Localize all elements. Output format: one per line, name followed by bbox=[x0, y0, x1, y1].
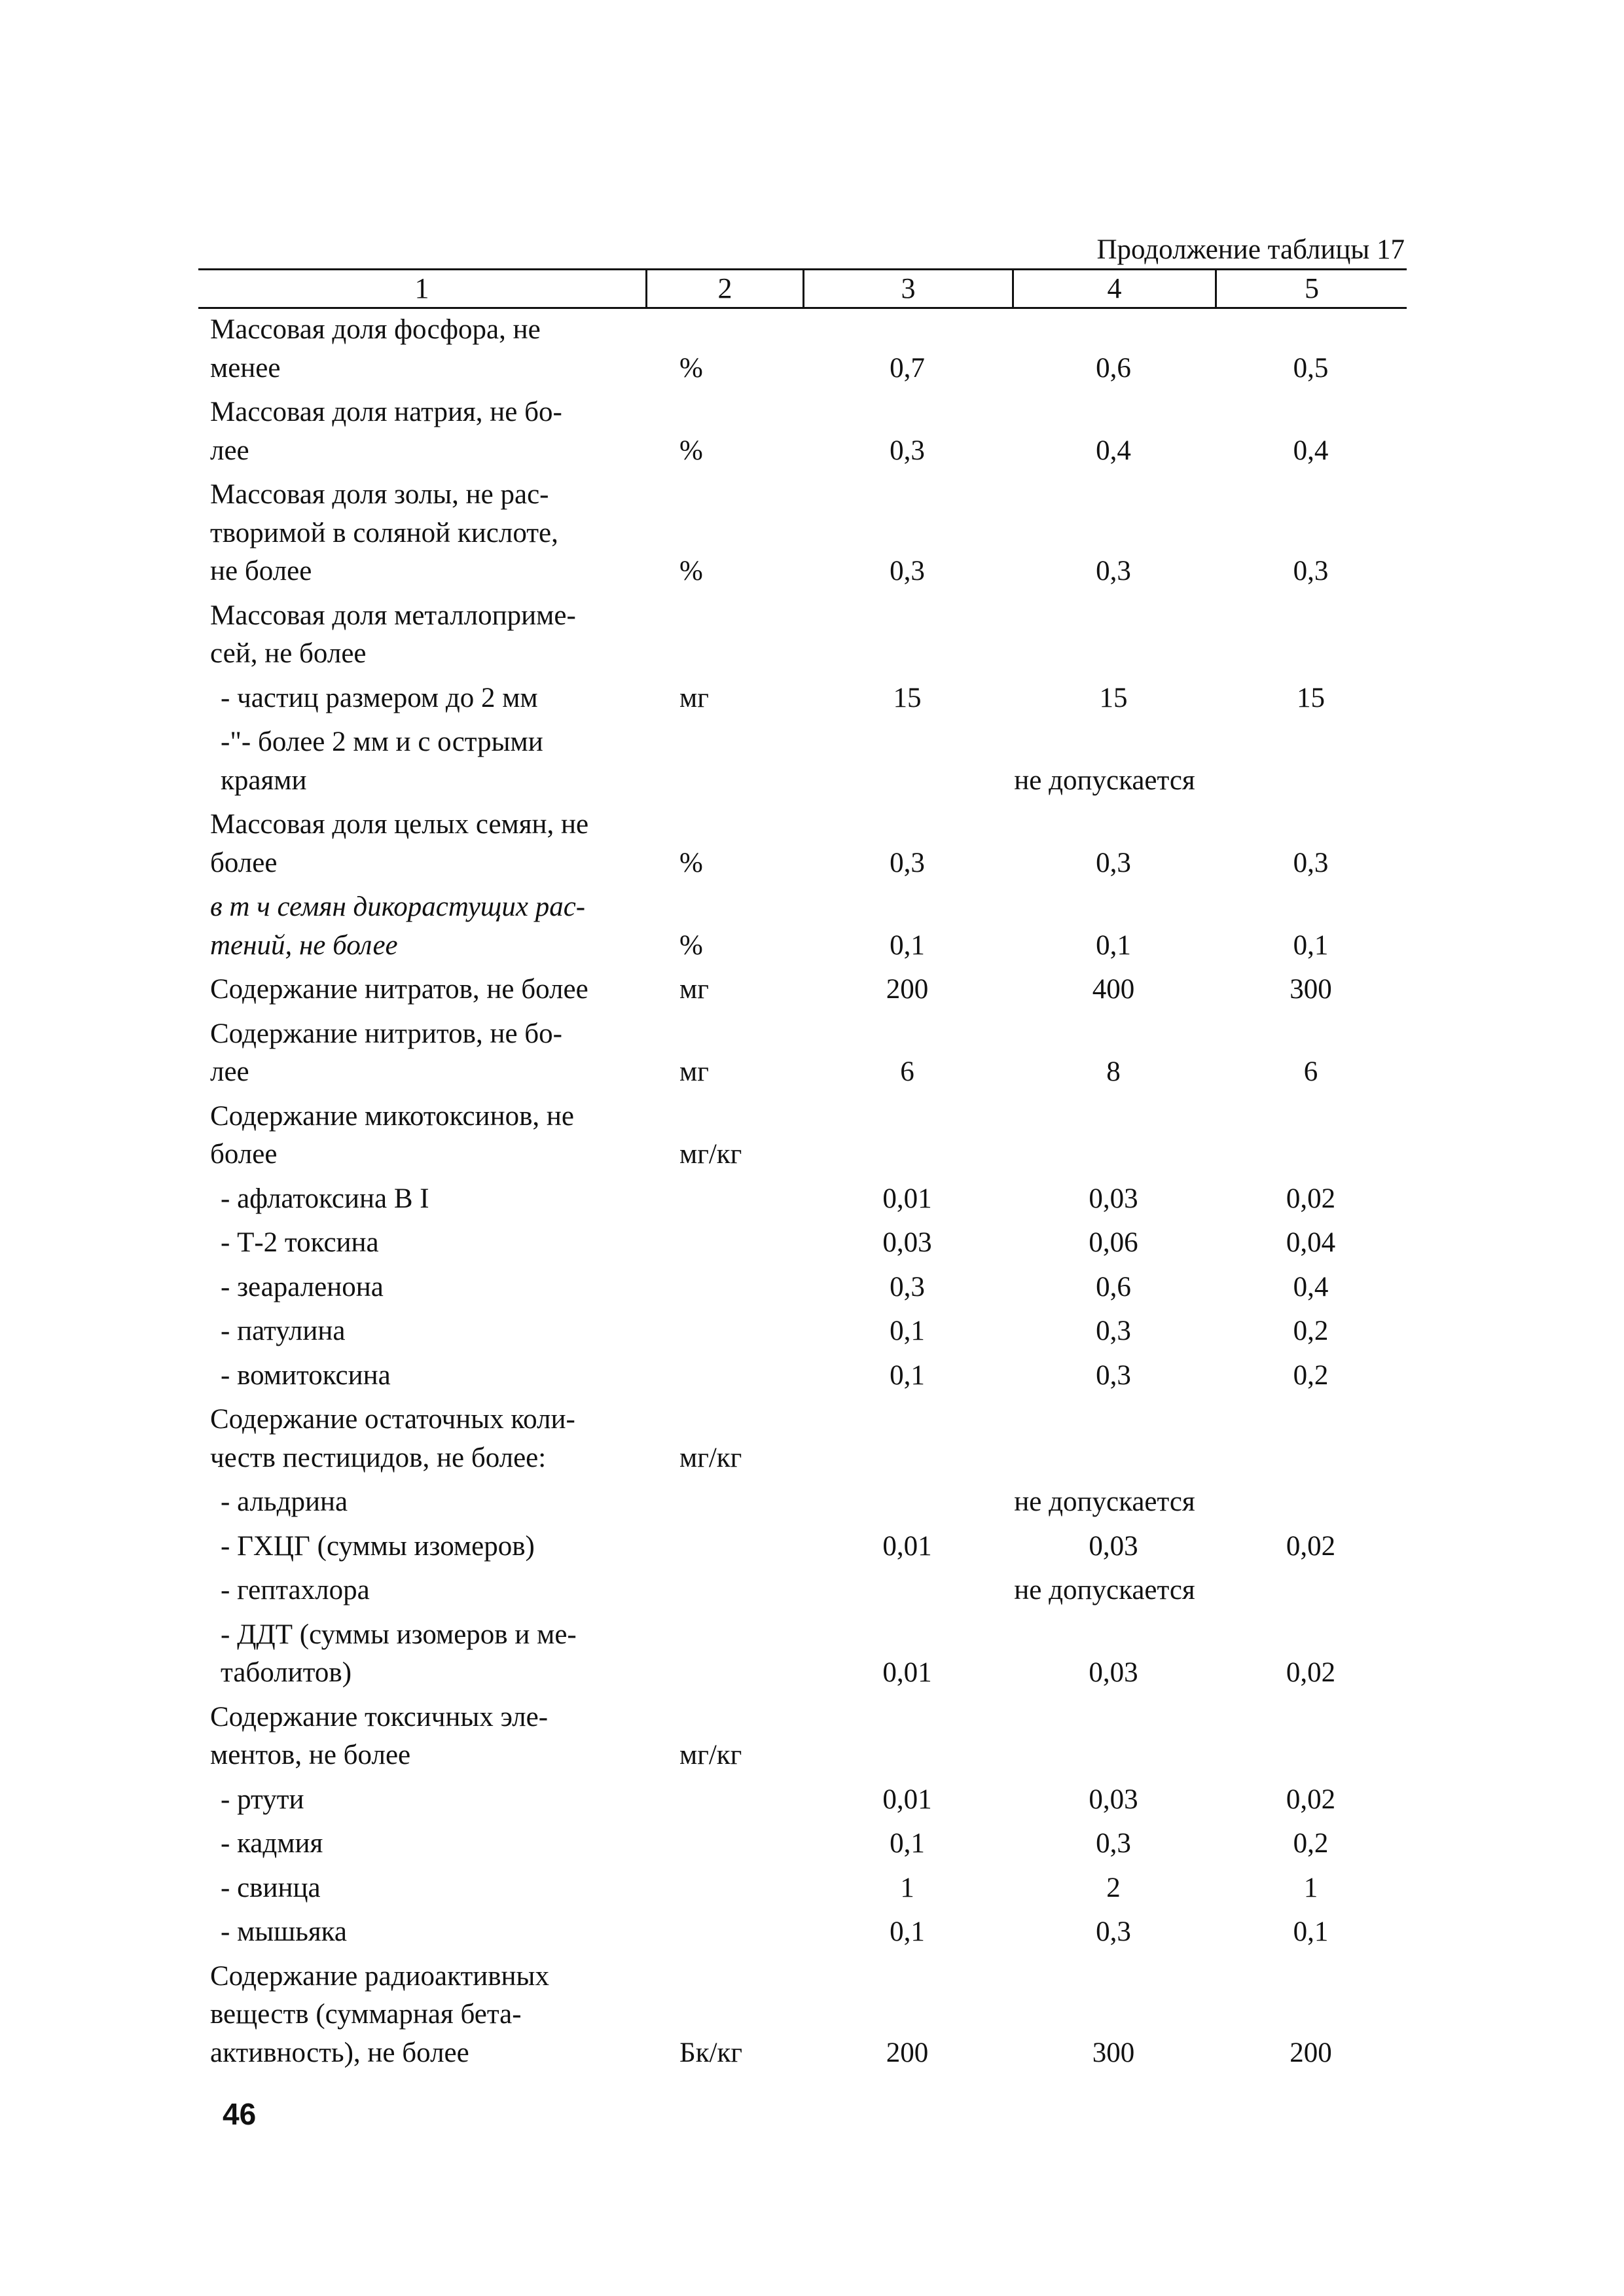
parameter-name bbox=[198, 311, 645, 387]
value-col-5: 200 bbox=[1290, 2037, 1332, 2068]
header-col-1: 1 bbox=[414, 272, 429, 304]
value-col-4: 0,03 bbox=[1089, 1657, 1138, 1688]
value-col-5: 0,3 bbox=[1293, 556, 1329, 586]
parameter-name bbox=[198, 723, 645, 800]
parameter-name-line: не более bbox=[210, 556, 312, 586]
parameter-name-line: Содержание радиоактивных bbox=[210, 1960, 549, 1992]
parameter-name bbox=[198, 1180, 645, 1219]
parameter-name-line: - свинца bbox=[221, 1872, 321, 1903]
value-col-3: 0,1 bbox=[890, 1316, 925, 1346]
value-col-3: 0,1 bbox=[890, 1916, 925, 1947]
parameter-name-line: Содержание нитратов, не более bbox=[210, 974, 588, 1005]
value-col-5: 0,2 bbox=[1293, 1316, 1329, 1346]
unit-cell: мг/кг bbox=[679, 1740, 742, 1770]
value-col-3: 0,7 bbox=[890, 352, 925, 384]
value-col-5: 300 bbox=[1290, 974, 1332, 1005]
parameter-name bbox=[198, 1616, 645, 1693]
value-col-4: 15 bbox=[1099, 682, 1128, 713]
parameter-name bbox=[198, 679, 645, 718]
parameter-name bbox=[198, 1357, 645, 1395]
table-row bbox=[198, 1481, 1407, 1526]
table-row bbox=[198, 391, 1407, 474]
parameter-name-line: честв пестицидов, не более: bbox=[210, 1442, 547, 1473]
parameter-name-line: Массовая доля металлоприме- bbox=[210, 600, 576, 631]
value-col-3: 200 bbox=[886, 2037, 929, 2068]
unit-cell: Бк/кг bbox=[679, 2037, 743, 2068]
value-col-4: 2 bbox=[1106, 1872, 1121, 1903]
table-row bbox=[198, 1222, 1407, 1266]
table-row bbox=[198, 969, 1407, 1013]
parameter-name bbox=[198, 1224, 645, 1263]
value-col-5: 0,02 bbox=[1286, 1183, 1336, 1214]
parameter-name-line: активность), не более bbox=[210, 2037, 469, 2068]
parameter-name bbox=[198, 1825, 645, 1863]
parameter-name-line: таболитов) bbox=[221, 1657, 352, 1688]
parameter-name-line: - зеараленона bbox=[221, 1271, 384, 1302]
parameter-name bbox=[198, 1869, 645, 1908]
parameter-name-line: - альдрина bbox=[221, 1486, 348, 1517]
value-col-4: 0,3 bbox=[1096, 556, 1131, 586]
parameter-name-line: Массовая доля золы, не рас- bbox=[210, 479, 549, 510]
parameter-name-line: Массовая доля натрия, не бо- bbox=[210, 397, 562, 427]
table-row bbox=[198, 1911, 1407, 1956]
parameter-name bbox=[198, 1571, 645, 1610]
parameter-name bbox=[198, 1913, 645, 1952]
parameter-name-line: сей, не более bbox=[210, 638, 367, 669]
parameter-name bbox=[198, 1268, 645, 1307]
parameter-name-line: Содержание токсичных эле- bbox=[210, 1701, 549, 1732]
unit-cell: мг bbox=[679, 974, 709, 1005]
value-col-5: 0,02 bbox=[1286, 1530, 1336, 1562]
parameter-name-line: краями bbox=[221, 764, 307, 796]
value-col-3: 0,03 bbox=[882, 1227, 932, 1258]
value-col-4: 0,03 bbox=[1089, 1530, 1138, 1562]
parameter-name-line: - Т-2 токсина bbox=[221, 1227, 379, 1258]
value-col-5: 0,4 bbox=[1293, 435, 1329, 466]
value-col-5: 0,02 bbox=[1286, 1784, 1336, 1815]
value-col-4: 400 bbox=[1092, 974, 1135, 1005]
data-table bbox=[198, 268, 1407, 2076]
table-row bbox=[198, 1178, 1407, 1223]
value-col-3: 0,3 bbox=[890, 847, 925, 878]
table-row bbox=[198, 1526, 1407, 1570]
value-col-4: 0,3 bbox=[1096, 1316, 1131, 1346]
parameter-name-line: -"- более 2 мм и с острыми bbox=[221, 726, 543, 757]
value-col-4: 0,3 bbox=[1096, 1916, 1131, 1947]
parameter-name-line: Содержание нитритов, не бо- bbox=[210, 1018, 562, 1049]
parameter-name bbox=[198, 1781, 645, 1820]
parameter-name-line: - афлатоксина B I bbox=[221, 1183, 429, 1214]
value-col-5: 15 bbox=[1297, 682, 1325, 713]
table-row bbox=[198, 1823, 1407, 1867]
table-row bbox=[198, 1779, 1407, 1823]
unit-cell: мг bbox=[679, 1056, 709, 1087]
value-col-5: 0,4 bbox=[1293, 1271, 1329, 1302]
value-col-4: 0,4 bbox=[1096, 435, 1131, 466]
parameter-name-line: - кадмия bbox=[221, 1828, 323, 1859]
parameter-name bbox=[198, 476, 645, 591]
table-row bbox=[198, 1355, 1407, 1399]
parameter-name bbox=[198, 1528, 645, 1566]
unit-cell: % bbox=[679, 929, 703, 961]
table-row bbox=[198, 1696, 1407, 1779]
unit-cell: % bbox=[679, 352, 703, 384]
value-col-4: 8 bbox=[1106, 1056, 1121, 1087]
value-col-5: 0,3 bbox=[1293, 847, 1329, 878]
parameter-name-line: - мышьяка bbox=[221, 1916, 347, 1947]
parameter-name bbox=[198, 393, 645, 470]
table-row bbox=[198, 1266, 1407, 1311]
parameter-name bbox=[198, 1015, 645, 1092]
value-col-4: 0,6 bbox=[1096, 352, 1131, 384]
table-row bbox=[198, 1013, 1407, 1096]
value-col-3: 0,1 bbox=[890, 929, 925, 961]
table-row bbox=[198, 1096, 1407, 1178]
header-col-2: 2 bbox=[645, 270, 803, 307]
value-col-4: 0,03 bbox=[1089, 1183, 1138, 1214]
table-row bbox=[198, 1867, 1407, 1912]
table-row bbox=[198, 1956, 1407, 2077]
merged-value-cell: не допускается bbox=[1014, 764, 1195, 796]
parameter-name bbox=[198, 888, 645, 965]
value-col-3: 0,3 bbox=[890, 435, 925, 466]
parameter-name-line: - патулина bbox=[221, 1316, 346, 1346]
parameter-name-line: творимой в соляной кислоте, bbox=[210, 517, 558, 548]
value-col-4: 0,3 bbox=[1096, 847, 1131, 878]
parameter-name bbox=[198, 597, 645, 673]
table-row bbox=[198, 886, 1407, 969]
value-col-5: 0,2 bbox=[1293, 1359, 1329, 1391]
value-col-5: 0,1 bbox=[1293, 929, 1329, 961]
value-col-4: 300 bbox=[1092, 2037, 1135, 2068]
value-col-4: 0,1 bbox=[1096, 929, 1131, 961]
parameter-name bbox=[198, 1098, 645, 1174]
merged-value-cell: не допускается bbox=[1014, 1575, 1195, 1605]
value-col-3: 0,1 bbox=[890, 1828, 925, 1859]
value-col-5: 0,2 bbox=[1293, 1828, 1329, 1859]
value-col-5: 0,1 bbox=[1293, 1916, 1329, 1947]
parameter-name-line: - вомитоксина bbox=[221, 1359, 391, 1391]
unit-cell: % bbox=[679, 556, 703, 586]
value-col-3: 1 bbox=[900, 1872, 914, 1903]
parameter-name-line: ментов, не более bbox=[210, 1740, 411, 1770]
parameter-name bbox=[198, 1401, 645, 1477]
value-col-4: 0,3 bbox=[1096, 1828, 1131, 1859]
table-row bbox=[198, 1399, 1407, 1481]
header-col-3: 3 bbox=[803, 270, 1012, 307]
parameter-name-line: в т ч семян дикорастущих рас- bbox=[210, 891, 586, 922]
value-col-5: 1 bbox=[1303, 1872, 1318, 1903]
table-caption: Продолжение таблицы 17 bbox=[1096, 234, 1405, 265]
table-row bbox=[198, 309, 1407, 391]
value-col-3: 0,3 bbox=[890, 1271, 925, 1302]
table-row bbox=[198, 1570, 1407, 1614]
parameter-name-line: тений, не более bbox=[210, 929, 398, 961]
table-row bbox=[198, 721, 1407, 804]
table-body bbox=[198, 309, 1407, 2076]
header-col-5: 5 bbox=[1215, 270, 1407, 307]
parameter-name-line: веществ (суммарная бета- bbox=[210, 1999, 522, 2030]
parameter-name bbox=[198, 806, 645, 882]
value-col-3: 0,3 bbox=[890, 556, 925, 586]
merged-value-cell: не допускается bbox=[1014, 1486, 1195, 1517]
parameter-name-line: Массовая доля фосфора, не bbox=[210, 314, 541, 345]
table-header bbox=[198, 268, 1407, 309]
parameter-name-line: Содержание микотоксинов, не bbox=[210, 1100, 574, 1132]
table-row bbox=[198, 1310, 1407, 1355]
value-col-3: 0,01 bbox=[882, 1657, 932, 1688]
parameter-name-line: лее bbox=[210, 435, 249, 466]
parameter-name-line: более bbox=[210, 1139, 278, 1170]
value-col-3: 0,1 bbox=[890, 1359, 925, 1391]
unit-cell: мг/кг bbox=[679, 1139, 742, 1170]
table-row bbox=[198, 677, 1407, 722]
parameter-name-line: - частиц размером до 2 мм bbox=[221, 682, 538, 713]
value-col-3: 6 bbox=[900, 1056, 914, 1087]
table-row bbox=[198, 1614, 1407, 1696]
parameter-name bbox=[198, 1312, 645, 1351]
table-row bbox=[198, 804, 1407, 886]
parameter-name-line: - ГХЦГ (суммы изомеров) bbox=[221, 1530, 535, 1562]
parameter-name-line: более bbox=[210, 847, 278, 878]
value-col-4: 0,06 bbox=[1089, 1227, 1138, 1258]
value-col-3: 0,01 bbox=[882, 1530, 932, 1562]
parameter-name bbox=[198, 1483, 645, 1522]
parameter-name-line: лее bbox=[210, 1056, 249, 1087]
parameter-name bbox=[198, 1698, 645, 1775]
value-col-3: 200 bbox=[886, 974, 929, 1005]
value-col-5: 6 bbox=[1303, 1056, 1318, 1087]
value-col-3: 0,01 bbox=[882, 1183, 932, 1214]
unit-cell: % bbox=[679, 847, 703, 878]
value-col-4: 0,03 bbox=[1089, 1784, 1138, 1815]
value-col-3: 0,01 bbox=[882, 1784, 932, 1815]
unit-cell: мг/кг bbox=[679, 1442, 742, 1473]
table-row bbox=[198, 474, 1407, 595]
parameter-name-line: менее bbox=[210, 352, 281, 384]
parameter-name-line: - ДДТ (суммы изомеров и ме- bbox=[221, 1619, 577, 1650]
parameter-name bbox=[198, 1958, 645, 2073]
unit-cell: мг bbox=[679, 682, 709, 713]
value-col-4: 0,6 bbox=[1096, 1271, 1131, 1302]
value-col-3: 15 bbox=[893, 682, 922, 713]
page-number: 46 bbox=[223, 2097, 257, 2131]
parameter-name bbox=[198, 971, 645, 1009]
parameter-name-line: Массовая доля целых семян, не bbox=[210, 809, 589, 840]
parameter-name-line: - гептахлора bbox=[221, 1575, 370, 1605]
header-col-4: 4 bbox=[1012, 270, 1215, 307]
value-col-5: 0,04 bbox=[1286, 1227, 1336, 1258]
parameter-name-line: - ртути bbox=[221, 1784, 304, 1815]
value-col-5: 0,5 bbox=[1293, 352, 1329, 384]
parameter-name-line: Содержание остаточных коли- bbox=[210, 1404, 575, 1435]
unit-cell: % bbox=[679, 435, 703, 466]
value-col-5: 0,02 bbox=[1286, 1657, 1336, 1688]
table-row bbox=[198, 595, 1407, 677]
value-col-4: 0,3 bbox=[1096, 1359, 1131, 1391]
